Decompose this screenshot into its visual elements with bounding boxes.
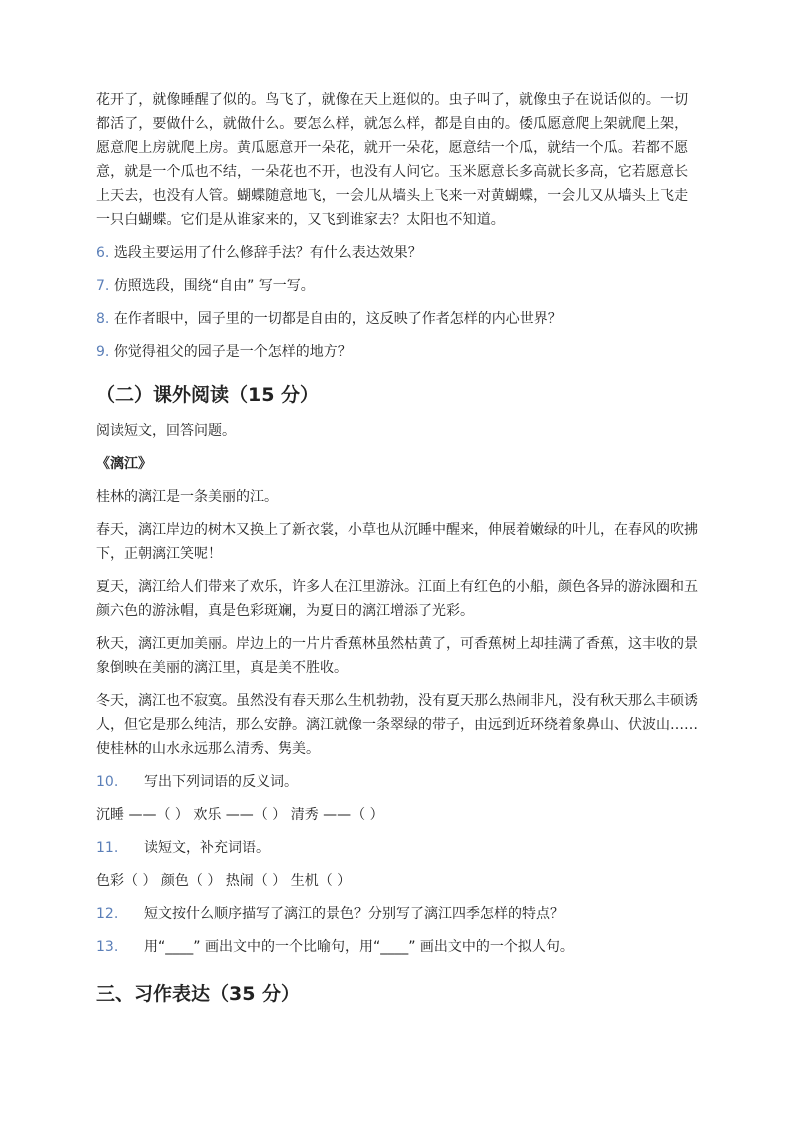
article-paragraph: 冬天，漓江也不寂寞。虽然没有春天那么生机勃勃，没有夏天那么热闹非凡，没有秋天那么丰硕诱人，但它是那么纯洁，那么安静。漓江就像一条翠绿的带子，由远到近环绕着象鼻山、伏波山……使桂林的山水永远那么清秀、隽美。 xyxy=(96,693,698,757)
question-number: 6. xyxy=(96,245,110,261)
question-number: 9. xyxy=(96,344,110,360)
question-number: 12. xyxy=(96,906,119,922)
article-title: 《漓江》 xyxy=(96,456,152,472)
question-text: 读短文，补充词语。 xyxy=(144,840,270,856)
question-text: 选段主要运用了什么修辞手法？有什么表达效果？ xyxy=(113,245,422,261)
article-paragraph: 春天，漓江岸边的树木又换上了新衣裳，小草也从沉睡中醒来，伸展着嫩绿的叶儿，在春风的吹拂下，正朝漓江笑呢！ xyxy=(96,522,698,562)
word-completion-blanks: 色彩（ ） 颜色（ ） 热闹（ ） 生机（ ） xyxy=(96,873,352,889)
question-number: 10. xyxy=(96,774,119,790)
article-paragraph: 秋天，漓江更加美丽。岸边上的一片片香蕉林虽然枯黄了，可香蕉树上却挂满了香蕉，这丰收的景象倒映在美丽的漓江里，真是美不胜收。 xyxy=(96,636,698,676)
reading-passage: 花开了，就像睡醒了似的。鸟飞了，就像在天上逛似的。虫子叫了，就像虫子在说话似的。一切都活了，要做什么，就做什么。要怎么样，就怎么样，都是自由的。倭瓜愿意爬上架就爬上架，愿意爬上房就爬上房。黄瓜愿意开一朵花，就开一朵花，愿意结一个瓜，就结一个瓜。若都不愿意，就是一个瓜也不结，一朵花也不开，也没有人问它。玉米愿意长多高就长多高，它若愿意长上天去，也没有人管。蝴蝶随意地飞，一会儿从墙头上飞来一对黄蝴蝶，一会儿又从墙头上飞走一只白蝴蝶。它们是从谁家来的，又飞到谁家去？太阳也不知道。 xyxy=(96,92,689,228)
question-text: 写出下列词语的反义词。 xyxy=(144,774,298,790)
question-text: 在作者眼中，园子里的一切都是自由的，这反映了作者怎样的内心世界？ xyxy=(113,311,562,327)
antonym-blanks: 沉睡 ——（ ） 欢乐 ——（ ） 清秀 ——（ ） xyxy=(96,807,384,823)
question-12 xyxy=(96,902,700,926)
question-number: 13. xyxy=(96,939,119,955)
question-text: 仿照选段，围绕“自由” 写一写。 xyxy=(113,278,315,294)
section-heading-writing: 三、习作表达（35 分） xyxy=(96,983,301,1005)
page-content xyxy=(96,88,700,1018)
instruction-text: 阅读短文，回答问题。 xyxy=(96,423,236,439)
question-text: 用“____” 画出文中的一个比喻句，用“____” 画出文中的一个拟人句。 xyxy=(144,939,574,955)
question-8 xyxy=(96,307,700,331)
question-13 xyxy=(96,935,700,959)
question-6 xyxy=(96,241,700,265)
question-10 xyxy=(96,770,700,794)
question-11 xyxy=(96,836,700,860)
question-9 xyxy=(96,340,700,364)
article-paragraph: 夏天，漓江给人们带来了欢乐，许多人在江里游泳。江面上有红色的小船，颜色各异的游泳圈和五颜六色的游泳帽，真是色彩斑斓，为夏日的漓江增添了光彩。 xyxy=(96,579,698,619)
article-paragraph: 桂林的漓江是一条美丽的江。 xyxy=(96,489,278,505)
section-heading-extracurricular: （二）课外阅读（15 分） xyxy=(96,384,320,406)
question-text: 你觉得祖父的园子是一个怎样的地方？ xyxy=(113,344,352,360)
question-number: 7. xyxy=(96,278,110,294)
question-number: 8. xyxy=(96,311,110,327)
question-7 xyxy=(96,274,700,298)
question-text: 短文按什么顺序描写了漓江的景色？分别写了漓江四季怎样的特点？ xyxy=(144,906,564,922)
question-number: 11. xyxy=(96,840,119,856)
